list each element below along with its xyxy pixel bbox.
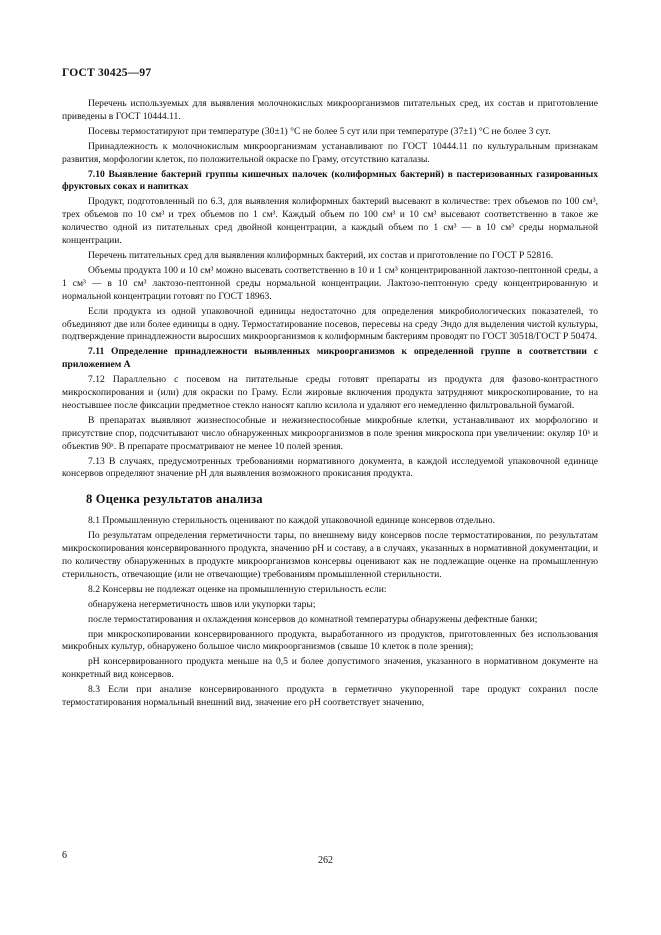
section-8-body — [62, 515, 598, 710]
paragraph: Продукт, подготовленный по 6.3, для выявления колиформных бактерий высевают в количестве: трех объемов по 100 см³, трех объемов по 10 см³ и трех объемов по 1 см³. Каждый объем по 100 см³ и 10 см³ высевают соответственно в такое же количество одной из питательных сред двойной концентрации, а каждый объем по 1 см³ — в 10 см³ среды нормальной концентрации. — [62, 196, 598, 247]
paragraph: при микроскопировании консервированного продукта, выработанного из продуктов, приготовленных без использования микробных культур, обнаружено большое число микроорганизмов (свыше 10 клеток в поле зрения); — [62, 628, 598, 653]
section-7-continuation — [62, 98, 598, 481]
paragraph: По результатам определения герметичности тары, по внешнему виду консервов после термостатирования, по результатам микроскопирования консервированного продукта, значению pH и составу, а в случаях, указанных в нормативной документации, и по количеству обнаруженных в продукте микроорганизмов консервы оценивают как не подлежащие оценке на промышленную стерильность, отвечающие (или не отвечающие) требованиям промышленной стерильности. — [62, 530, 598, 580]
paragraph: Если продукта из одной упаковочной единицы недостаточно для определения микробиологических показателей, то объединяют две или более единицы в одну. Термостатирование посевов, пересевы на среду Эндо для выделения чистой культуры, подтверждение принадлежности выросших микроорганизмов к колиформным бактериям проводят по ГОСТ 30518/ГОСТ Р 50474. — [62, 305, 598, 343]
paragraph: 8.1 Промышленную стерильность оценивают по каждой упаковочной единице консервов отдельно. — [88, 515, 495, 527]
document-body — [62, 98, 598, 712]
paragraph: Перечень используемых для выявления молочнокислых микроорганизмов питательных сред, их состав и приготовление приведены в ГОСТ 10444.11. — [62, 98, 598, 122]
paragraph: 7.12 Параллельно с посевом на питательные среды готовят препараты из продукта для фазово-контрастного микроскопирования и (или) для окраски по Граму. Если жировые включения продукта затрудняют микроскопирование, то на неостывшее после фиксации предметное стекло наносят каплю ксилола и удаляют его немедленно фильтровальной бумагой. — [62, 374, 598, 411]
paragraph: Посевы термостатируют при температуре (30±1) °С не более 5 сут или при температуре (37±1) °С не более 3 сут. — [88, 125, 551, 137]
paragraph: В препаратах выявляют жизнеспособные и нежизнеспособные микробные клетки, устанавливают их морфологию и присутствие спор, подсчитывают число обнаруженных микроорганизмов в поле зрения микроскопа при увеличении: окуляр 10ˣ и объектив 90ˣ. В препарате просматривают не менее 10 полей зрения. — [62, 414, 598, 452]
paragraph: после термостатирования и охлаждения консервов до комнатной температуры обнаружены дефектные банки; — [88, 613, 538, 625]
paragraph: Принадлежность к молочнокислым микроорганизмам устанавливают по ГОСТ 10444.11 по культуральным признакам развития, морфологии клеток, по положительной окраске по Граму, отсутствию каталазы. — [62, 140, 598, 165]
paragraph: 7.10 Выявление бактерий группы кишечных палочек (колиформных бактерий) в пастеризованных газированных фруктовых соках и напитках — [62, 168, 598, 193]
paragraph: 8.3 Если при анализе консервированного продукта в герметично укупоренной таре продукт сохранил после термостатирования нормальный внешний вид, значение его pH соответствует значению, — [62, 684, 598, 709]
paragraph: 8.2 Консервы не подлежат оценке на промышленную стерильность если: — [88, 583, 387, 595]
paragraph: pH консервированного продукта меньше на 0,5 и более допустимого значения, указанного в нормативном документе на конкретный вид консервов. — [62, 656, 598, 681]
paragraph: 7.11 Определение принадлежности выявленных микроорганизмов к определенной группе в соответствии с приложением А — [62, 346, 598, 371]
paragraph: Объемы продукта 100 и 10 см³ можно высевать соответственно в 10 и 1 см³ концентрированной лактозо-пептонной среды, а 1 см³ — в 10 см³ лактозо-пептонной среды нормальной концентрации. Лактозо-пептонную среду концентрированную и нормальной концентрации готовят по ГОСТ 18963. — [62, 264, 598, 302]
paragraph: 7.13 В случаях, предусмотренных требованиями нормативного документа, в каждой исследуемой упаковочной единице консервов определяют значение pH для выявления возможного прокисания продукта. — [62, 455, 598, 480]
section-8-heading: 8 Оценка результатов анализа — [86, 492, 263, 507]
page-number-center: 262 — [318, 855, 333, 866]
standard-header: ГОСТ 30425—97 — [62, 67, 152, 79]
page-number-left: 6 — [62, 850, 67, 861]
paragraph: Перечень питательных сред для выявления колиформных бактерий, их состав и приготовление по ГОСТ Р 52816. — [88, 249, 554, 261]
paragraph: обнаружена негерметичность швов или укупорки тары; — [88, 598, 316, 610]
